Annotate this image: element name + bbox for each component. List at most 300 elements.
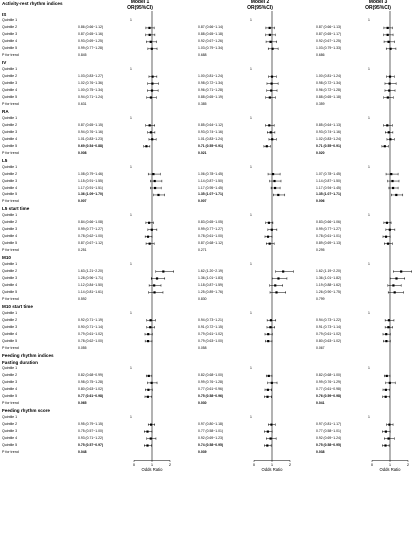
odds-ratio-text: 1.08 (0.79~1.46): [78, 171, 103, 176]
odds-ratio-text: 1.03 (0.79~1.33): [316, 46, 341, 51]
section-label: Feeding rhythm indices: [2, 352, 54, 358]
point-estimate: [149, 326, 151, 328]
section-label: IS: [2, 11, 7, 17]
odds-ratio-text: 1: [130, 18, 132, 23]
odds-ratio-text: 0.78 (0.61~1.00): [198, 234, 223, 239]
p-trend-value: 0.295: [316, 248, 325, 253]
odds-ratio-text: 1.35 (1.07~1.71): [316, 192, 341, 197]
odds-ratio-text: 1.00 (0.81~1.24): [198, 74, 223, 79]
point-estimate: [150, 437, 152, 439]
p-trend-value: 0.038: [316, 449, 325, 454]
point-estimate: [162, 270, 164, 272]
odds-ratio-text: 0.92 (0.69~1.23): [198, 436, 223, 441]
point-estimate: [156, 277, 158, 279]
point-estimate: [386, 222, 388, 224]
odds-ratio-text: 0.87 (0.66~1.13): [316, 25, 341, 30]
odds-ratio-text: 0.77 (0.61~0.98): [78, 394, 103, 399]
point-estimate: [147, 396, 149, 398]
odds-ratio-text: 1: [368, 213, 370, 218]
odds-ratio-text: 0.78 (0.62~1.00): [78, 234, 103, 239]
odds-ratio-text: 0.80 (0.63~1.02): [78, 387, 103, 392]
odds-ratio-text: 0.79 (0.61~1.02): [198, 331, 223, 336]
p-trend-value: 0.007: [198, 199, 207, 204]
p-trend-value: 0.041: [316, 401, 325, 406]
row-label: Quintile 5: [2, 394, 18, 399]
point-estimate: [148, 222, 150, 224]
row-label: Quintile 5: [2, 143, 18, 148]
odds-ratio-text: 0.92 (0.69~1.24): [316, 436, 341, 441]
point-estimate: [150, 131, 152, 133]
odds-ratio-text: 0.76 (0.59~0.98): [316, 394, 341, 399]
section-label: IV: [2, 60, 7, 66]
row-label: Quintile 1: [2, 164, 18, 169]
odds-ratio-text: 1.17 (0.95~1.45): [198, 185, 223, 190]
section-label: L5 start time: [2, 206, 30, 212]
section-label: M10 start time: [2, 303, 33, 309]
point-estimate: [150, 41, 152, 43]
odds-ratio-text: 1: [250, 262, 252, 267]
point-estimate: [384, 145, 386, 147]
odds-ratio-text: 0.74 (0.58~0.95): [198, 443, 223, 448]
row-label: Quintile 2: [2, 373, 18, 378]
row-label: P for trend: [2, 401, 19, 406]
odds-ratio-text: 0.87 (0.68~1.12): [198, 241, 223, 246]
point-estimate: [387, 437, 389, 439]
row-label: P for trend: [2, 296, 19, 301]
x-tick-label: 1: [388, 461, 392, 467]
x-tick-label: 2: [288, 461, 292, 467]
odds-ratio-text: 0.78 (0.61~1.01): [316, 234, 341, 239]
row-label: Quintile 2: [2, 422, 18, 427]
row-label: Quintile 4: [2, 136, 18, 141]
row-label: Quintile 2: [2, 25, 18, 30]
odds-ratio-text: 0.83 (0.65~1.05): [198, 220, 223, 225]
point-estimate: [271, 83, 273, 85]
point-estimate: [277, 277, 279, 279]
point-estimate: [395, 277, 397, 279]
point-estimate: [386, 124, 388, 126]
odds-ratio-text: 0.75 (0.58~0.96): [198, 394, 223, 399]
odds-ratio-text: 0.93 (0.74~1.16): [198, 129, 223, 134]
p-trend-value: 0.631: [78, 101, 87, 106]
p-trend-value: 0.006: [316, 199, 325, 204]
point-estimate: [148, 375, 150, 377]
row-label: Quintile 3: [2, 429, 18, 434]
row-label: Quintile 3: [2, 380, 18, 385]
odds-ratio-text: 1: [130, 366, 132, 371]
odds-ratio-text: 0.84 (0.66~1.08): [78, 220, 103, 225]
odds-ratio-text: 0.96 (0.71~1.28): [198, 88, 223, 93]
row-label: Quintile 2: [2, 74, 18, 79]
p-trend-value: 0.686: [316, 53, 325, 58]
x-axis-label: Odds Ratio: [141, 466, 163, 472]
point-estimate: [392, 187, 394, 189]
point-estimate: [274, 284, 276, 286]
odds-ratio-text: 1.62 (1.19~2.20): [316, 269, 341, 274]
point-estimate: [270, 319, 272, 321]
x-tick-label: 2: [168, 461, 172, 467]
section-label: M10: [2, 255, 11, 261]
odds-ratio-text: 1: [130, 310, 132, 315]
point-estimate: [146, 444, 148, 446]
column-header-label: Activity-rest rhythm indices: [2, 1, 63, 6]
odds-ratio-text: 0.82 (0.68~1.00): [198, 373, 223, 378]
row-label: Quintile 1: [2, 415, 18, 420]
odds-ratio-text: 0.75 (0.58~0.95): [316, 443, 341, 448]
model-3-subtitle: OR(95%CI): [365, 4, 391, 11]
odds-ratio-text: 1.00 (0.75~1.34): [78, 88, 103, 93]
odds-ratio-text: 0.99 (0.77~1.27): [198, 227, 223, 232]
odds-ratio-text: 1: [368, 67, 370, 72]
odds-ratio-text: 1.26 (0.90~1.75): [316, 289, 341, 294]
p-trend-value: 0.030: [198, 401, 207, 406]
row-label: P for trend: [2, 150, 19, 155]
point-estimate: [149, 319, 151, 321]
odds-ratio-text: 0.99 (0.76~1.28): [198, 380, 223, 385]
row-label: Quintile 3: [2, 178, 18, 183]
point-estimate: [147, 389, 149, 391]
point-estimate: [267, 389, 269, 391]
row-label: Quintile 4: [2, 387, 18, 392]
point-estimate: [269, 34, 271, 36]
p-trend-value: 0.058: [198, 345, 207, 350]
point-estimate: [269, 437, 271, 439]
odds-ratio-text: 1: [130, 213, 132, 218]
odds-ratio-text: 0.98 (0.72~1.34): [316, 81, 341, 86]
row-label: Quintile 2: [2, 220, 18, 225]
row-label: Quintile 1: [2, 310, 18, 315]
odds-ratio-text: 0.96 (0.72~1.28): [316, 88, 341, 93]
odds-ratio-text: 0.93 (0.71~1.22): [78, 436, 103, 441]
odds-ratio-text: 1.14 (0.87~1.50): [198, 178, 223, 183]
odds-ratio-text: 0.91 (0.72~1.15): [198, 324, 223, 329]
odds-ratio-text: 1.36 (1.01~1.83): [198, 275, 223, 280]
odds-ratio-text: 1.06 (0.78~1.45): [198, 171, 223, 176]
p-trend-value: 0.048: [78, 449, 87, 454]
row-label: Quintile 4: [2, 331, 18, 336]
odds-ratio-text: 1: [368, 415, 370, 420]
row-label: Quintile 5: [2, 241, 18, 246]
p-trend-value: 0.065: [78, 401, 87, 406]
point-estimate: [385, 389, 387, 391]
point-estimate: [269, 243, 271, 245]
row-label: Quintile 2: [2, 269, 18, 274]
row-label: Quintile 4: [2, 282, 18, 287]
p-trend-value: 0.359: [316, 101, 325, 106]
odds-ratio-text: 1.17 (0.94~1.45): [316, 185, 341, 190]
point-estimate: [268, 222, 270, 224]
row-label: P for trend: [2, 248, 19, 253]
odds-ratio-text: 0.77 (0.58~1.01): [198, 429, 223, 434]
odds-ratio-text: 0.93 (0.69~1.25): [78, 39, 103, 44]
model-3-title: Model 3: [368, 0, 388, 5]
odds-ratio-text: 1.07 (0.78~1.45): [316, 171, 341, 176]
point-estimate: [269, 326, 271, 328]
odds-ratio-text: 0.89 (0.69~1.13): [316, 241, 341, 246]
p-trend-value: 0.039: [198, 449, 207, 454]
model-2-title: Model 2: [250, 0, 270, 5]
point-estimate: [266, 145, 268, 147]
odds-ratio-text: 0.88 (0.65~1.18): [198, 32, 223, 37]
point-estimate: [154, 187, 156, 189]
row-label: P for trend: [2, 449, 19, 454]
row-label: Quintile 1: [2, 213, 18, 218]
point-estimate: [269, 41, 271, 43]
odds-ratio-text: 1.01 (0.83~1.23): [78, 136, 103, 141]
odds-ratio-text: 1.17 (0.91~1.51): [78, 185, 103, 190]
point-estimate: [274, 187, 276, 189]
x-tick-label: 2: [406, 461, 410, 467]
section-label: Fasting duration: [2, 359, 38, 365]
odds-ratio-text: 0.92 (0.67~1.25): [316, 39, 341, 44]
row-label: Quintile 3: [2, 227, 18, 232]
x-tick-label: 1: [150, 461, 154, 467]
point-estimate: [277, 194, 279, 196]
p-trend-value: 0.007: [78, 199, 87, 204]
point-estimate: [387, 41, 389, 43]
odds-ratio-text: 0.92 (0.67~1.26): [198, 39, 223, 44]
row-label: Quintile 5: [2, 46, 18, 51]
model-2-subtitle: OR(95%CI): [247, 4, 273, 11]
x-axis-label: Odds Ratio: [379, 466, 401, 472]
x-tick-label: 0: [370, 461, 374, 467]
p-trend-value: 0.271: [198, 248, 207, 253]
odds-ratio-text: 1: [368, 164, 370, 169]
row-label: Quintile 3: [2, 324, 18, 329]
odds-ratio-text: 0.97 (0.80~1.18): [198, 422, 223, 427]
p-trend-value: 0.251: [78, 248, 87, 253]
odds-ratio-text: 0.77 (0.61~0.98): [316, 387, 341, 392]
section-label: Feeding rhythm score: [2, 408, 50, 414]
point-estimate: [395, 194, 397, 196]
point-estimate: [385, 396, 387, 398]
point-estimate: [154, 180, 156, 182]
point-estimate: [153, 291, 155, 293]
point-estimate: [385, 236, 387, 238]
x-tick-label: 0: [132, 461, 136, 467]
odds-ratio-text: 1.18 (0.87~1.59): [198, 282, 223, 287]
odds-ratio-text: 0.87 (0.65~1.15): [78, 122, 103, 127]
odds-ratio-text: 1: [250, 67, 252, 72]
row-label: Quintile 5: [2, 289, 18, 294]
point-estimate: [145, 145, 147, 147]
odds-ratio-text: 0.85 (0.64~1.12): [198, 122, 223, 127]
point-estimate: [387, 243, 389, 245]
row-label: Quintile 1: [2, 115, 18, 120]
odds-ratio-text: 1: [368, 18, 370, 23]
p-trend-value: 0.845: [78, 53, 87, 58]
odds-ratio-text: 1.15 (0.91~1.55): [78, 178, 103, 183]
point-estimate: [275, 291, 277, 293]
odds-ratio-text: 1: [250, 366, 252, 371]
row-label: Quintile 3: [2, 32, 18, 37]
point-estimate: [157, 194, 159, 196]
odds-ratio-text: 0.79 (0.63~1.00): [198, 338, 223, 343]
odds-ratio-text: 0.99 (0.77~1.28): [78, 46, 103, 51]
row-label: Quintile 5: [2, 338, 18, 343]
row-label: Quintile 4: [2, 234, 18, 239]
x-tick-label: 1: [270, 461, 274, 467]
point-estimate: [149, 124, 151, 126]
point-estimate: [387, 326, 389, 328]
point-estimate: [389, 138, 391, 140]
point-estimate: [149, 34, 151, 36]
row-label: Quintile 4: [2, 185, 18, 190]
odds-ratio-text: 0.75 (0.57~1.00): [78, 429, 103, 434]
odds-ratio-text: 1: [368, 262, 370, 267]
point-estimate: [391, 180, 393, 182]
odds-ratio-text: 1.63 (1.21~2.20): [78, 269, 103, 274]
row-label: P for trend: [2, 101, 19, 106]
odds-ratio-text: 0.94 (0.76~1.16): [78, 129, 103, 134]
odds-ratio-text: 1.19 (0.88~1.62): [316, 282, 341, 287]
row-label: Quintile 4: [2, 88, 18, 93]
odds-ratio-text: 0.87 (0.67~1.12): [78, 241, 103, 246]
odds-ratio-text: 1.01 (0.83~1.24): [198, 136, 223, 141]
odds-ratio-text: 1: [368, 366, 370, 371]
odds-ratio-text: 0.80 (0.63~1.02): [316, 338, 341, 343]
odds-ratio-text: 0.99 (0.76~1.29): [316, 380, 341, 385]
row-label: Quintile 3: [2, 129, 18, 134]
x-axis-label: Odds Ratio: [261, 466, 283, 472]
odds-ratio-text: 0.77 (0.61~0.96): [198, 387, 223, 392]
odds-ratio-text: 0.90 (0.71~1.14): [78, 324, 103, 329]
odds-ratio-text: 0.91 (0.73~1.14): [316, 324, 341, 329]
odds-ratio-text: 0.75 (0.57~0.97): [78, 443, 103, 448]
row-label: P for trend: [2, 199, 19, 204]
p-trend-value: 0.020: [316, 150, 325, 155]
odds-ratio-text: 0.88 (0.65~1.19): [198, 95, 223, 100]
point-estimate: [266, 444, 268, 446]
row-label: Quintile 3: [2, 81, 18, 86]
row-label: Quintile 4: [2, 39, 18, 44]
odds-ratio-text: 1: [130, 67, 132, 72]
p-trend-value: 0.067: [316, 345, 325, 350]
row-label: Quintile 2: [2, 122, 18, 127]
point-estimate: [147, 340, 149, 342]
odds-ratio-text: 1.14 (0.81~1.61): [78, 289, 103, 294]
row-label: Quintile 5: [2, 443, 18, 448]
odds-ratio-text: 0.98 (0.75~1.28): [78, 380, 103, 385]
odds-ratio-text: 1: [130, 262, 132, 267]
row-label: Quintile 2: [2, 317, 18, 322]
odds-ratio-text: 1: [368, 115, 370, 120]
point-estimate: [390, 173, 392, 175]
odds-ratio-text: 0.94 (0.71~1.24): [78, 95, 103, 100]
p-trend-value: 0.021: [198, 150, 207, 155]
odds-ratio-text: 0.87 (0.66~1.14): [198, 25, 223, 30]
row-label: Quintile 1: [2, 67, 18, 72]
point-estimate: [147, 333, 149, 335]
odds-ratio-text: 0.78 (0.62~1.00): [78, 338, 103, 343]
row-label: Quintile 1: [2, 366, 18, 371]
p-trend-value: 0.008: [78, 150, 87, 155]
odds-ratio-text: 1: [250, 18, 252, 23]
point-estimate: [394, 291, 396, 293]
odds-ratio-text: 0.92 (0.71~1.19): [78, 317, 103, 322]
row-label: Quintile 5: [2, 95, 18, 100]
odds-ratio-text: 0.99 (0.77~1.27): [78, 227, 103, 232]
point-estimate: [385, 340, 387, 342]
odds-ratio-text: 1.00 (0.81~1.24): [316, 74, 341, 79]
point-estimate: [387, 27, 389, 29]
p-trend-value: 0.385: [198, 101, 207, 106]
point-estimate: [153, 284, 155, 286]
odds-ratio-text: 1.02 (0.83~1.24): [316, 136, 341, 141]
point-estimate: [384, 444, 386, 446]
point-estimate: [272, 173, 274, 175]
point-estimate: [387, 34, 389, 36]
point-estimate: [151, 382, 153, 384]
odds-ratio-text: 0.82 (0.68~0.99): [78, 373, 103, 378]
odds-ratio-text: 1: [250, 115, 252, 120]
odds-ratio-text: 1: [250, 213, 252, 218]
point-estimate: [150, 96, 152, 98]
point-estimate: [149, 243, 151, 245]
odds-ratio-text: 1: [250, 310, 252, 315]
p-trend-value: 0.055: [78, 345, 87, 350]
odds-ratio-text: 0.93 (0.74~1.16): [316, 129, 341, 134]
odds-ratio-text: 0.77 (0.58~1.01): [316, 429, 341, 434]
odds-ratio-text: 1: [130, 115, 132, 120]
point-estimate: [268, 375, 270, 377]
odds-ratio-text: 0.82 (0.68~1.00): [316, 373, 341, 378]
odds-ratio-text: 1.12 (0.84~1.50): [78, 282, 103, 287]
p-trend-value: 0.688: [198, 53, 207, 58]
odds-ratio-text: 1.62 (1.20~2.19): [198, 269, 223, 274]
row-label: P for trend: [2, 345, 19, 350]
odds-ratio-text: 1.28 (0.96~1.71): [78, 275, 103, 280]
odds-ratio-text: 0.94 (0.73~1.22): [316, 317, 341, 322]
odds-ratio-text: 0.71 (0.55~0.91): [198, 143, 223, 148]
odds-ratio-text: 0.88 (0.65~1.18): [316, 95, 341, 100]
row-label: Quintile 4: [2, 436, 18, 441]
model-1-title: Model 1: [130, 0, 150, 5]
point-estimate: [269, 27, 271, 29]
odds-ratio-text: 1.14 (0.87~1.50): [316, 178, 341, 183]
point-estimate: [385, 431, 387, 433]
p-trend-value: 0.592: [78, 296, 87, 301]
odds-ratio-text: 1.36 (1.09~1.70): [78, 192, 103, 197]
point-estimate: [151, 83, 153, 85]
point-estimate: [270, 131, 272, 133]
odds-ratio-text: 1.02 (0.76~1.36): [78, 81, 103, 86]
odds-ratio-text: 1.35 (1.07~1.71): [198, 192, 223, 197]
point-estimate: [152, 173, 154, 175]
point-estimate: [400, 270, 402, 272]
odds-ratio-text: 0.69 (0.54~0.88): [78, 143, 103, 148]
point-estimate: [385, 333, 387, 335]
odds-ratio-text: 0.98 (0.72~1.34): [198, 81, 223, 86]
odds-ratio-text: 0.95 (0.79~1.15): [78, 422, 103, 427]
point-estimate: [147, 236, 149, 238]
odds-ratio-text: 1.03 (0.79~1.34): [198, 46, 223, 51]
p-trend-value: 0.830: [198, 296, 207, 301]
odds-ratio-text: 1: [368, 310, 370, 315]
point-estimate: [389, 83, 391, 85]
odds-ratio-text: 1.36 (1.01~1.82): [316, 275, 341, 280]
point-estimate: [148, 27, 150, 29]
point-estimate: [268, 124, 270, 126]
point-estimate: [392, 284, 394, 286]
point-estimate: [386, 375, 388, 377]
odds-ratio-text: 1: [130, 415, 132, 420]
point-estimate: [267, 340, 269, 342]
point-estimate: [267, 431, 269, 433]
odds-ratio-text: 0.85 (0.64~1.13): [316, 122, 341, 127]
odds-ratio-text: 0.87 (0.65~1.17): [316, 32, 341, 37]
row-label: Quintile 2: [2, 171, 18, 176]
